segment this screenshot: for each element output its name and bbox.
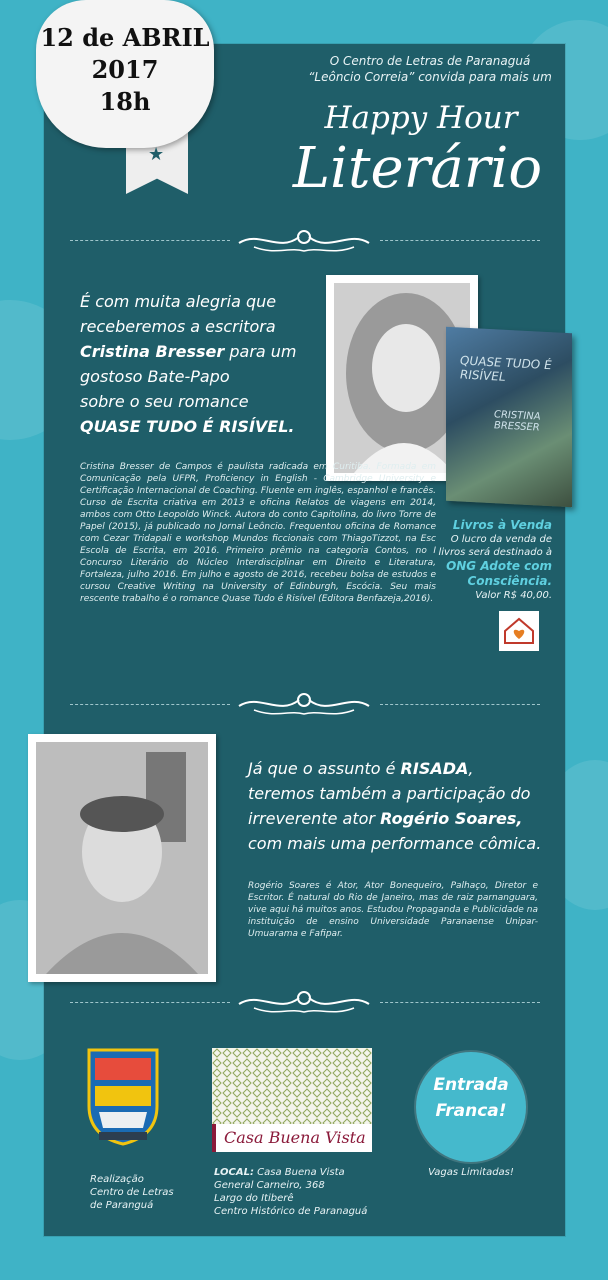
date-badge bbox=[36, 0, 214, 148]
ong-logo bbox=[499, 611, 539, 651]
title-line1: Happy Hour bbox=[324, 100, 518, 136]
address-line: General Carneiro, 368 bbox=[214, 1180, 325, 1191]
divider bbox=[380, 1002, 540, 1004]
book-cover-title: QUASE TUDO É RISÍVEL bbox=[460, 353, 552, 384]
price: Valor R$ 40,00. bbox=[475, 590, 552, 601]
intro-line: O Centro de Letras de Paranaguá bbox=[329, 54, 531, 68]
entrada-franca-badge bbox=[416, 1052, 526, 1162]
entrada-line: Entrada bbox=[433, 1075, 509, 1095]
ornament-icon bbox=[234, 688, 374, 718]
casa-buena-vista-logo bbox=[212, 1048, 372, 1152]
divider bbox=[70, 240, 230, 242]
actor-photo bbox=[28, 734, 216, 982]
credit-line bbox=[214, 1166, 404, 1179]
credit-line: Realização bbox=[90, 1174, 144, 1185]
highlight-word: RISADA bbox=[400, 759, 469, 778]
address-line: Centro Histórico de Paranaguá bbox=[214, 1206, 368, 1217]
text-fragment: , bbox=[468, 759, 474, 778]
sales-line: livros será destinado à bbox=[438, 547, 552, 558]
local-value: Casa Buena Vista bbox=[253, 1167, 345, 1178]
text-line bbox=[80, 339, 320, 364]
venue-name: Casa Buena Vista bbox=[224, 1128, 366, 1147]
credit-line: de Paranguá bbox=[90, 1200, 154, 1211]
book-cover bbox=[446, 327, 572, 508]
actor-bio: Rogério Soares é Ator, Ator Bonequeiro, Palhaço, Diretor e Escritor. É natural do Rio de Janeiro, mas de raiz parnanguara, vive aqui há muitos anos. Estudou Propaganda e Publicidade na instituição de ensino Universidade Paranaense Unipar-Umuarama e Fafipar. bbox=[248, 881, 538, 939]
book-title: QUASE TUDO É RISÍVEL. bbox=[80, 417, 295, 436]
divider bbox=[380, 704, 540, 706]
intro-line: “Leôncio Correia” convida para mais um bbox=[308, 70, 552, 84]
writer-bio: Cristina Bresser de Campos é paulista radicada em Curitiba. Formada em Comunicação pela UFPR, Proficiency in English - Cambridge University e Certificação Internacional de Coaching. Fluente em inglês, espanhol e francês. Curso de Escrita criativa em 2013 e oficina Relatos de viagens em 2014, ambos com Otto Leopoldo Winck. Autora do conto Capitolina, do livro Torre de Papel (2015), já publicado no Jornal Leôncio. Frequentou oficina de Romance com Cezar Tridapali e workshop Mundos ficcionais com ThiagoTizzot, na Esc Escola de Escrita, em 2016. Primeiro prêmio na categoria Contos, no I Concurso Literário do Núcleo Interdisciplinar em Direito e Literatura, Fortaleza, julho 2016. Em julho e agosto de 2016, recebeu bolsa de estudos e cursou Creative Writing na University of Edinburgh, Escócia. Seu mais rescente trabalho é o romance Quase Tudo é Risível (Editora Benfazeja,2016). bbox=[80, 462, 436, 604]
badge-year: 2017 bbox=[91, 55, 159, 84]
badge-time: 18h bbox=[99, 87, 151, 116]
divider bbox=[70, 704, 230, 706]
ornament-icon bbox=[234, 225, 374, 255]
text-line: receberemos a escritora bbox=[80, 317, 276, 336]
text-line: É com muita alegria que bbox=[80, 292, 277, 311]
book-cover-author: CRISTINA BRESSER bbox=[494, 409, 541, 434]
venue-address bbox=[214, 1166, 404, 1218]
writer-name: Cristina Bresser bbox=[80, 342, 225, 361]
text-line: teremos também a participação do bbox=[248, 784, 531, 803]
star-icon: ★ bbox=[148, 144, 165, 165]
credit-line: Centro de Letras bbox=[90, 1187, 174, 1198]
title-line2: Literário bbox=[292, 136, 543, 201]
text-line bbox=[248, 806, 548, 831]
text-line bbox=[248, 756, 548, 781]
divider bbox=[70, 1002, 230, 1004]
text-line: gostoso Bate-Papo bbox=[80, 367, 230, 386]
local-label: LOCAL: bbox=[214, 1167, 254, 1178]
book-sales-info bbox=[432, 518, 552, 602]
sales-heading: Livros à Venda bbox=[452, 518, 552, 532]
text-fragment: para um bbox=[224, 342, 297, 361]
centro-de-letras-logo bbox=[85, 1046, 161, 1146]
actor-text bbox=[248, 756, 548, 856]
divider bbox=[380, 240, 540, 242]
realizacao-credit bbox=[90, 1173, 210, 1212]
invitation-text bbox=[80, 289, 320, 439]
text-line: com mais uma performance cômica. bbox=[248, 834, 542, 853]
text-fragment: irreverente ator bbox=[248, 809, 381, 828]
intro-text bbox=[300, 53, 560, 85]
text-fragment: Já que o assunto é bbox=[248, 759, 401, 778]
ornament-icon bbox=[234, 986, 374, 1016]
vagas-limitadas: Vagas Limitadas! bbox=[428, 1167, 514, 1178]
address-line: Largo do Itiberê bbox=[214, 1193, 294, 1204]
entrada-line: Franca! bbox=[435, 1101, 507, 1121]
text-line: sobre o seu romance bbox=[80, 392, 249, 411]
ong-name: ONG Adote com Consciência. bbox=[446, 559, 552, 588]
actor-name: Rogério Soares, bbox=[380, 809, 523, 828]
sales-line: O lucro da venda de bbox=[450, 534, 552, 545]
badge-date: 12 de ABRIL bbox=[40, 23, 210, 52]
